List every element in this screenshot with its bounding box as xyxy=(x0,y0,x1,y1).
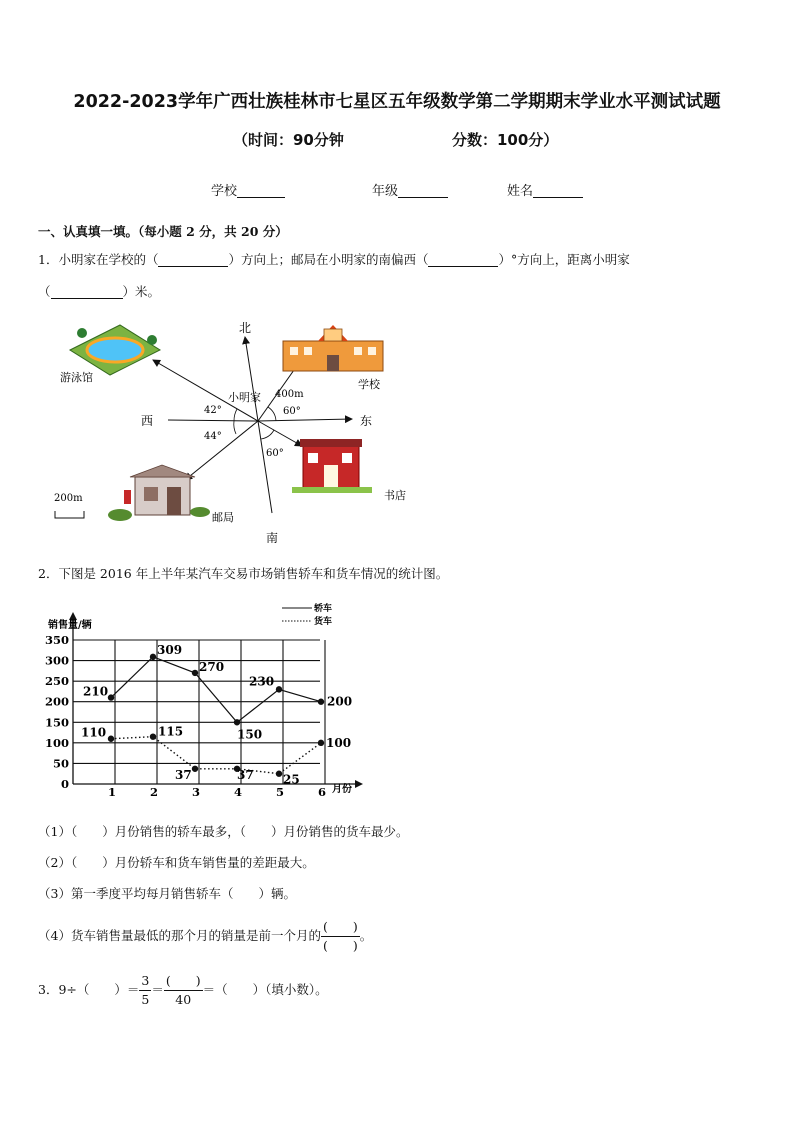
name-field xyxy=(507,180,583,199)
name-blank[interactable] xyxy=(533,183,583,198)
fraction-denominator[interactable]: ( ) xyxy=(322,938,358,953)
angle-arc-sw xyxy=(234,421,236,434)
x-tick-label: 1 xyxy=(108,785,117,799)
y-tick-label: 250 xyxy=(44,674,69,689)
x-axis-arrow xyxy=(355,780,363,788)
grade-blank[interactable] xyxy=(398,183,448,198)
x-axis-title: 月份 xyxy=(332,784,352,795)
q1-blank-1[interactable] xyxy=(158,252,228,267)
q1-text-3: ）°方向上，距离小明家 xyxy=(498,252,630,267)
car-data-point xyxy=(276,686,282,692)
x-tick-label: 4 xyxy=(234,785,243,799)
x-tick-label: 5 xyxy=(276,785,285,799)
car-value-label: 309 xyxy=(157,642,183,657)
truck-value-label: 25 xyxy=(283,772,300,787)
question-2-intro: 2．下图是 2016 年上半年某汽车交易市场销售轿车和货车情况的统计图。 xyxy=(38,566,449,581)
bookstore-label: 书店 xyxy=(384,489,406,502)
post-office-arrow xyxy=(185,421,258,480)
q3-text-2: ＝（ ）（填小数）。 xyxy=(202,982,328,997)
angle-nw-label: 42° xyxy=(204,405,222,416)
question-3 xyxy=(38,972,328,1009)
car-data-point xyxy=(192,670,198,676)
x-tick-label: 2 xyxy=(150,785,159,799)
y-axis-arrow xyxy=(69,612,77,620)
post-office-label: 邮局 xyxy=(212,511,234,524)
distance-label: 400m xyxy=(275,389,304,400)
q3-fraction-2-den: 40 xyxy=(175,992,192,1007)
bookstore-arrow xyxy=(258,421,302,446)
truck-data-point xyxy=(276,771,282,777)
east-label: 东 xyxy=(360,414,373,428)
swimming-pool-icon xyxy=(70,325,160,375)
north-arrow xyxy=(245,337,258,421)
north-label: 北 xyxy=(239,321,252,335)
post-office-icon xyxy=(108,465,210,521)
car-data-point xyxy=(234,719,240,725)
scale-label: 200m xyxy=(54,493,83,504)
truck-data-point xyxy=(192,766,198,772)
q1-text-1: 1．小明家在学校的（ xyxy=(38,252,159,267)
q3-fraction-1-den: 5 xyxy=(141,992,150,1007)
y-tick-label: 350 xyxy=(44,633,69,647)
grade-field xyxy=(372,180,448,199)
school-building-icon xyxy=(283,325,383,371)
name-label: 姓名 xyxy=(507,184,534,199)
chart-series-lines xyxy=(111,657,321,774)
legend-truck-label: 货车 xyxy=(314,617,333,627)
page-title: 2022-2023学年广西壮族桂林市七星区五年级数学第二学期期末学业水平测试试题 xyxy=(73,92,721,112)
x-tick-label: 6 xyxy=(318,785,327,799)
q1-text-4: （ xyxy=(38,284,51,299)
direction-map xyxy=(40,315,440,550)
scale-bar xyxy=(55,511,84,518)
car-value-label: 200 xyxy=(327,694,353,709)
q3-equals: ＝ xyxy=(151,982,164,997)
legend-car-label: 轿车 xyxy=(314,604,333,614)
truck-data-point xyxy=(108,736,114,742)
q3-fraction-2 xyxy=(164,972,203,1009)
pool-label: 游泳馆 xyxy=(60,371,93,384)
angle-se-label: 60° xyxy=(266,448,284,459)
q1-blank-3[interactable] xyxy=(51,284,123,299)
school-blank[interactable] xyxy=(237,183,285,198)
car-value-label: 150 xyxy=(237,727,263,742)
y-tick-label: 150 xyxy=(44,715,69,730)
q2-fraction xyxy=(321,918,360,955)
y-axis-title: 销售量/辆 xyxy=(48,620,92,631)
car-value-label: 270 xyxy=(199,659,225,674)
q3-fraction-1 xyxy=(139,972,151,1009)
y-tick-label: 50 xyxy=(52,756,69,771)
truck-value-label: 115 xyxy=(158,724,184,739)
q1-blank-2[interactable] xyxy=(428,252,498,267)
truck-series-line xyxy=(111,737,321,774)
truck-value-label: 100 xyxy=(326,735,352,750)
truck-value-label: 37 xyxy=(175,767,192,782)
exam-score: 分数：100分） xyxy=(452,131,559,149)
truck-data-point xyxy=(150,733,156,739)
q1-text-5: ）米。 xyxy=(122,284,161,299)
school-label: 学校 xyxy=(211,184,238,199)
grade-label: 年级 xyxy=(372,184,399,199)
y-tick-label: 300 xyxy=(44,653,69,668)
car-data-point xyxy=(108,694,114,700)
school-label: 学校 xyxy=(358,378,380,391)
center-label: 小明家 xyxy=(228,391,261,404)
car-data-point xyxy=(318,699,324,705)
q2-sub-1: （1）（ ）月份销售的轿车最多，（ ）月份销售的货车最少。 xyxy=(38,824,409,839)
question-1-line-2 xyxy=(38,282,160,300)
q2-sub-2: （2）（ ）月份轿车和货车销售量的差距最大。 xyxy=(38,855,315,870)
car-value-label: 230 xyxy=(249,674,275,689)
bookstore-icon xyxy=(292,439,372,493)
west-line xyxy=(168,420,258,421)
q2-sub-4-end: 。 xyxy=(359,928,373,943)
truck-value-label: 37 xyxy=(237,767,254,782)
x-tick-label: 3 xyxy=(192,785,201,799)
school-field xyxy=(211,180,285,199)
truck-value-label: 110 xyxy=(81,725,107,740)
west-label: 西 xyxy=(141,414,154,428)
angle-arc-nw xyxy=(234,409,237,421)
angle-sw-label: 44° xyxy=(204,431,222,442)
section-heading: 一、认真填一填。（每小题 2 分，共 20 分） xyxy=(38,224,288,239)
car-value-label: 210 xyxy=(83,684,109,699)
y-tick-label: 0 xyxy=(60,777,69,791)
question-1-line-1 xyxy=(38,250,630,268)
q3-text-1: 3．9÷（ ）＝ xyxy=(38,982,140,997)
y-tick-label: 200 xyxy=(44,694,69,709)
y-tick-label: 100 xyxy=(44,735,69,750)
car-data-point xyxy=(150,654,156,660)
fraction-numerator[interactable]: ( ) xyxy=(321,918,360,937)
truck-data-point xyxy=(318,740,324,746)
east-arrow xyxy=(258,419,352,421)
sales-line-chart xyxy=(30,598,375,803)
q2-sub-3: （3）第一季度平均每月销售轿车（ ）辆。 xyxy=(38,886,296,901)
q2-sub-4 xyxy=(38,918,372,955)
q3-fraction-1-num: 3 xyxy=(139,972,151,991)
q2-sub-4-text: （4）货车销售量最低的那个月的销量是前一个月的 xyxy=(38,928,321,943)
south-label: 南 xyxy=(266,531,279,545)
angle-arc-ne xyxy=(268,407,276,421)
q1-text-2: ）方向上；邮局在小明家的南偏西（ xyxy=(228,252,429,267)
angle-arc-se xyxy=(261,430,274,439)
q3-fraction-2-num[interactable]: ( ) xyxy=(164,972,203,991)
angle-ne-label: 60° xyxy=(283,406,301,417)
exam-time: （时间：90分钟 xyxy=(233,131,344,149)
